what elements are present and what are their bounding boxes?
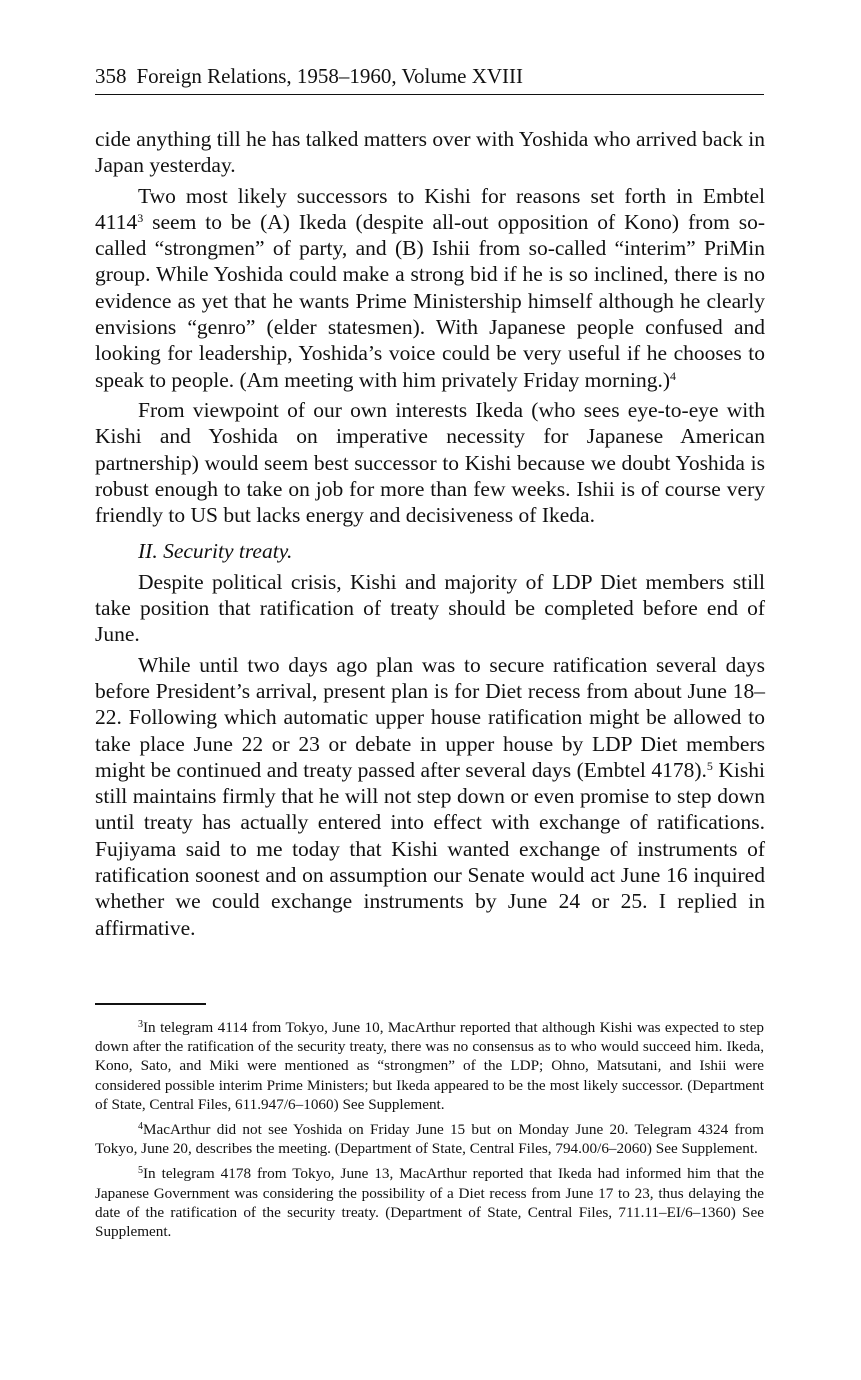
footnote-number: 3 — [138, 1019, 143, 1030]
paragraph-successors — [95, 183, 765, 393]
footnote-ref-5: 5 — [706, 758, 713, 773]
footnote-text: In telegram 4114 from Tokyo, June 10, MacArthur reported that although Kishi was expected to step down after the ratification of the security treaty, there was no consensus as to who would succeed him. Ikeda, Kono, Sato, and Miki were mentioned as “strongmen” of the LDP; Ohno, Matsutani, and Ishii were considered possible interim Prime Ministers; but Ikeda appeared to be the most likely successor. (Department of State, Central Files, 611.947/6–1060) See Supplement. — [95, 1019, 764, 1113]
paragraph-text: Two most likely successors to Kishi for reasons set forth in Embtel 4114 — [95, 183, 765, 234]
footnote-4 — [95, 1120, 764, 1158]
paragraph-text: From viewpoint of our own interests Ikeda (who sees eye-to-eye with Kishi and Yoshida on imperative necessity for Japanese American partnership) would seem best successor to Kishi because we doubt Yoshida is robust enough to take on job for more than few weeks. Ishii is of course very friendly to US but lacks energy and decisiveness of Ikeda. — [95, 397, 765, 528]
footnote-5 — [95, 1164, 764, 1241]
footnote-ref-4: 4 — [670, 368, 677, 383]
footnote-ref-3: 3 — [137, 210, 144, 225]
page-number: 358 — [95, 64, 127, 88]
paragraph-text: cide anything till he has talked matters over with Yoshida who arrived back in Japan yesterday. — [95, 127, 765, 178]
paragraph-text: Kishi still maintains firmly that he will not step down or even promise to step down until treaty has actually entered into effect with exchange of ratifications. Fujiyama said to me today that Kishi wanted exchange of instruments of ratification soonest and on assumption our Senate would act June 16 inquired whether we could exchange instruments by June 24 or 25. I replied in affirmative. — [95, 757, 765, 940]
paragraph-crisis — [95, 569, 765, 648]
footnote-divider — [95, 1003, 206, 1005]
footnote-text: In telegram 4178 from Tokyo, June 13, MacArthur reported that Ikeda had informed him that the Japanese Government was considering the possibility of a Diet recess from June 17 to 23, thus delaying the date of the ratification of the security treaty. (Department of State, Central Files, 711.11–EI/6–1360) See Supplement. — [95, 1165, 764, 1241]
footnote-3 — [95, 1018, 764, 1114]
paragraph-viewpoint — [95, 397, 765, 528]
footnote-number: 5 — [138, 1165, 143, 1177]
footnote-text: MacArthur did not see Yoshida on Friday June 15 but on Monday June 20. Telegram 4324 from Tokyo, June 20, describes the meeting. (Department of State, Central Files, 794.00/6–2060) See Supplement. — [95, 1121, 764, 1158]
paragraph-continued — [95, 126, 765, 179]
running-header — [95, 62, 764, 95]
footnote-number: 4 — [138, 1121, 143, 1133]
paragraph-text: seem to be (A) Ikeda (despite all-out opposition of Kono) from so-called “strongmen” of party, and (B) Ishii from so-called “interim” PriMin group. While Yoshida could make a strong bid if he is so inclined, there is no evidence as yet that he wants Prime Ministership himself although he clearly envisions “genro” (elder statesmen). With Japanese people confused and looking for leadership, Yoshida’s voice could be very useful if he chooses to speak to people. (Am meeting with him privately Friday morning.) — [95, 209, 765, 392]
paragraph-ratification-plan — [95, 652, 765, 941]
paragraph-text: While until two days ago plan was to secure ratification several days before President’s arrival, present plan is for Diet recess from about June 18–22. Following which automatic upper house ratification might be allowed to take place June 22 or 23 or debate in upper house by LDP Diet members might be continued and treaty passed after several days (Embtel 4178). — [95, 652, 765, 782]
body-text — [95, 126, 765, 941]
footnotes — [95, 1018, 764, 1247]
section-heading — [95, 538, 765, 564]
section-heading-text: II. Security treaty. — [138, 539, 293, 564]
paragraph-text: Despite political crisis, Kishi and majority of LDP Diet members still take position that ratification of treaty should be completed before end of June. — [95, 569, 765, 647]
running-title: Foreign Relations, 1958–1960, Volume XVIII — [136, 64, 524, 88]
